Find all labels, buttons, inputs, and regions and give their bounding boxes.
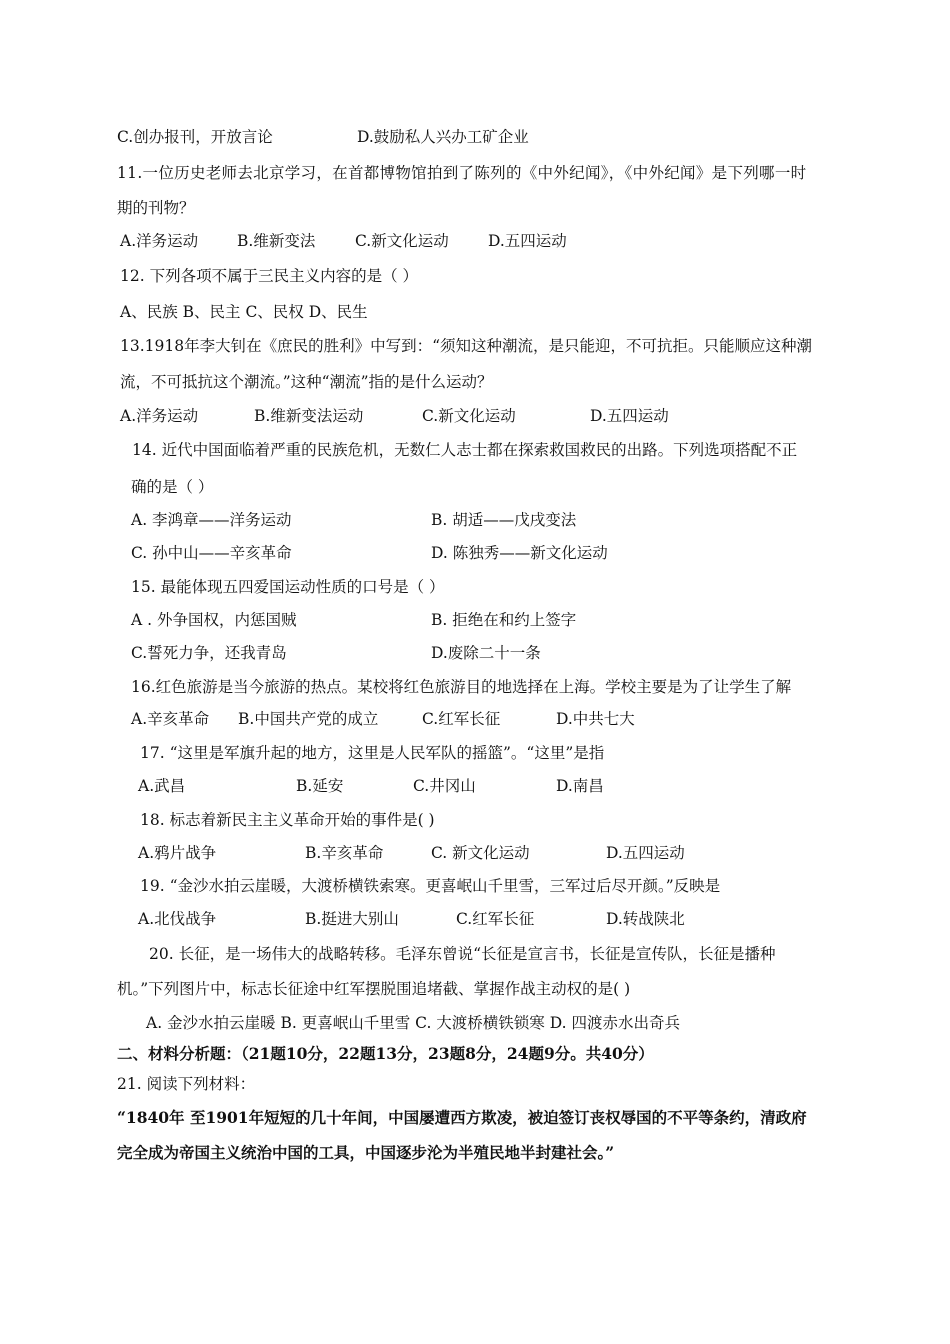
q14-option-d: D. 陈独秀——新文化运动 <box>431 544 608 562</box>
q19-option-b: B.挺进大别山 <box>305 910 399 928</box>
q19-option-c: C.红军长征 <box>456 910 535 928</box>
q11-option-d: D.五四运动 <box>488 232 567 250</box>
q18-option-b: B.辛亥革命 <box>305 844 384 862</box>
q14-option-b: B. 胡适——戊戌变法 <box>431 511 577 529</box>
q16-option-a: A.辛亥革命 <box>131 710 210 728</box>
q13-option-c: C.新文化运动 <box>422 407 516 425</box>
q17-stem: 17. “这里是军旗升起的地方，这里是人民军队的摇篮”。“这里”是指 <box>140 744 605 762</box>
q12-options: A、民族 B、民主 C、民权 D、民生 <box>120 303 368 321</box>
q10-option-d: D.鼓励私人兴办工矿企业 <box>357 128 529 146</box>
q18-stem: 18. 标志着新民主主义革命开始的事件是( ) <box>140 811 435 829</box>
q20-stem-line2: 机。”下列图片中，标志长征途中红军摆脱围追堵截、掌握作战主动权的是( ) <box>117 980 631 998</box>
q14-option-a: A. 李鸿章——洋务运动 <box>131 511 292 529</box>
q19-option-d: D.转战陕北 <box>606 910 685 928</box>
q13-stem-line2: 流，不可抵抗这个潮流。”这种“潮流”指的是什么运动？ <box>120 373 493 391</box>
q11-option-c: C.新文化运动 <box>355 232 449 250</box>
q21-stem: 21. 阅读下列材料： <box>117 1075 256 1093</box>
q18-option-d: D.五四运动 <box>606 844 685 862</box>
q11-stem-line1: 11.一位历史老师去北京学习，在首都博物馆拍到了陈列的《中外纪闻》，《中外纪闻》是下列哪一时 <box>117 164 807 182</box>
q15-option-c: C.誓死力争，还我青岛 <box>131 644 287 662</box>
q16-stem: 16.红色旅游是当今旅游的热点。某校将红色旅游目的地选择在上海。学校主要是为了让学生了解 <box>131 678 792 696</box>
q17-option-b: B.延安 <box>296 777 344 795</box>
q13-option-d: D.五四运动 <box>590 407 669 425</box>
q18-option-a: A.鸦片战争 <box>138 844 217 862</box>
q11-stem-line2: 期的刊物？ <box>117 199 195 217</box>
q15-option-b: B. 拒绝在和约上签字 <box>431 611 577 629</box>
q11-option-a: A.洋务运动 <box>120 232 199 250</box>
q14-stem-line2: 确的是（ ） <box>131 478 214 496</box>
q17-option-a: A.武昌 <box>138 777 186 795</box>
q13-option-a: A.洋务运动 <box>120 407 199 425</box>
q11-option-b: B.维新变法 <box>237 232 316 250</box>
q15-option-d: D.废除二十一条 <box>431 644 541 662</box>
q16-option-b: B.中国共产党的成立 <box>238 710 379 728</box>
q16-option-c: C.红军长征 <box>422 710 501 728</box>
q18-option-c: C. 新文化运动 <box>431 844 530 862</box>
q16-option-d: D.中共七大 <box>556 710 635 728</box>
q17-option-d: D.南昌 <box>556 777 604 795</box>
q17-option-c: C.井冈山 <box>413 777 476 795</box>
q14-stem-line1: 14. 近代中国面临着严重的民族危机，无数仁人志士都在探索救国救民的出路。下列选项搭配不正 <box>132 441 798 459</box>
q13-stem-line1: 13.1918年李大钊在《庶民的胜利》中写到：“须知这种潮流，是只能迎，不可抗拒。只能顺应这种潮 <box>120 337 813 355</box>
q21-material-line2: 完全成为帝国主义统治中国的工具，中国逐步沦为半殖民地半封建社会。” <box>117 1143 615 1162</box>
q20-stem-line1: 20. 长征，是一场伟大的战略转移。毛泽东曾说“长征是宣言书，长征是宣传队，长征是播种 <box>149 945 776 963</box>
q20-options: A. 金沙水拍云崖暖 B. 更喜岷山千里雪 C. 大渡桥横铁锁寒 D. 四渡赤水出奇兵 <box>146 1014 680 1032</box>
q21-material-line1: “1840年 至1901年短短的几十年间，中国屡遭西方欺凌，被迫签订丧权辱国的不平等条约，清政府 <box>117 1108 807 1127</box>
q12-stem: 12. 下列各项不属于三民主义内容的是（ ） <box>120 267 419 285</box>
q14-option-c: C. 孙中山——辛亥革命 <box>131 544 292 562</box>
q13-option-b: B.维新变法运动 <box>254 407 364 425</box>
q19-option-a: A.北伐战争 <box>138 910 217 928</box>
q15-option-a: A . 外争国权，内惩国贼 <box>131 611 297 629</box>
q15-stem: 15. 最能体现五四爱国运动性质的口号是（ ） <box>131 578 445 596</box>
section-2-heading: 二、材料分析题：（21题10分，22题13分，23题8分，24题9分。共40分） <box>117 1044 654 1063</box>
q10-option-c: C.创办报刊，开放言论 <box>117 128 273 146</box>
q19-stem: 19. “金沙水拍云崖暖，大渡桥横铁索寒。更喜岷山千里雪，三军过后尽开颜。”反映是 <box>140 877 721 895</box>
